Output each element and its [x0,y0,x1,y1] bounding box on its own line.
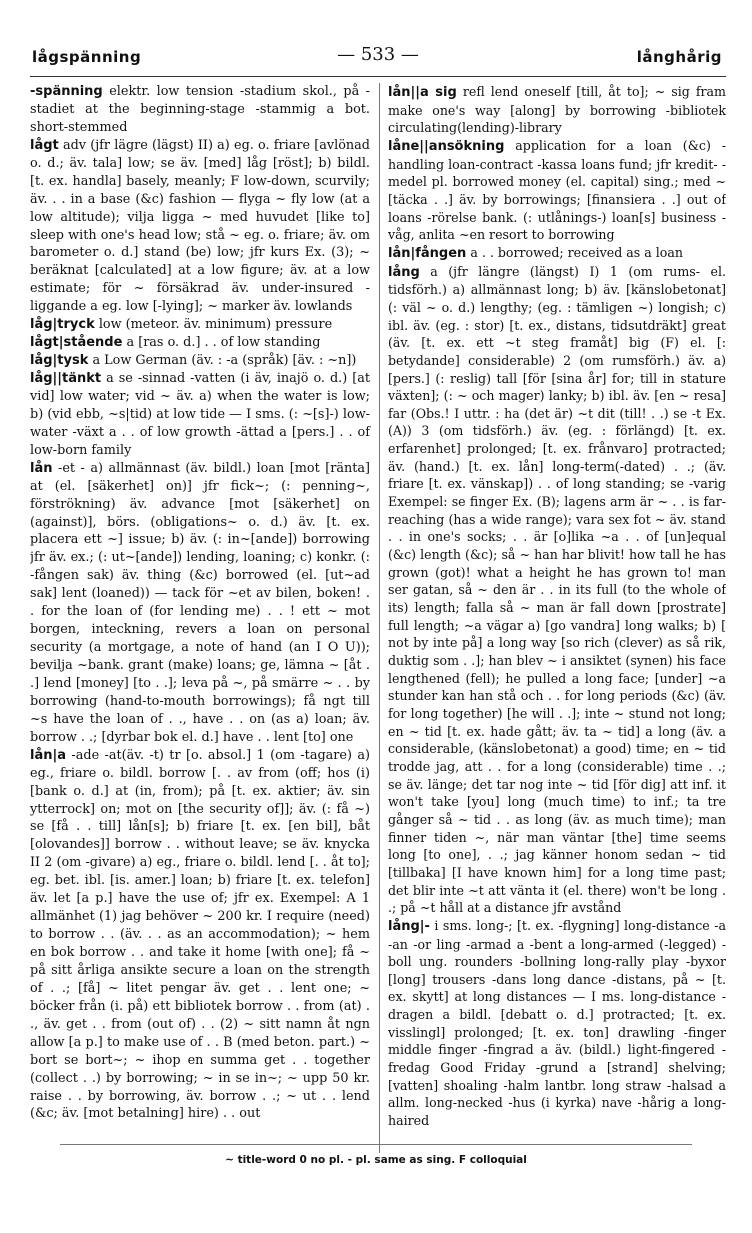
entry-headword: lågt [30,137,59,153]
entry-definition: i sms. long-; [t. ex. -flygning] long-distance -a -an -or ling -armad a -bent a long-armed (-legged) -boll ung. rounders -bollning long-rally play -byxor [long] trousers -dans long dance -distans, på ~ [t. ex. skytt] at long distances — I ms. long-distance -dragen a bildl. [debatt o. d.] protracted; [t. ex. visslingl] prolonged; [t. ex. ton] drawling -finger middle finger -fingrad a äv. (bildl.) light-fingered -fredag Good Friday -grund a [strand] shelving; [vatten] shoaling -halm lantbr. long straw -halsad a allm. long-necked -hus (i kyrka) nave -hårig a long-haired [388,917,726,1129]
dictionary-entry [30,334,370,352]
entry-definition: -et - a) allmännast (äv. bildl.) loan [mot [ränta] at (el. [säkerhet] on)] jfr fick~; (: penning~, förströkning) äv. advance [mot [säkerhet] on (against)], börs. (obligations~ o. d.) äv. [t. ex. placera ett ~] issue; b) äv. (: in~[ande]) borrowing jfr äv. ex.; (: ut~[ande]) lending, loaning; c) konkr. (: -fången sak) äv. thing (&c) borrowed (el. [ut~ad sak] lent (loaned)) — tack för ~et av bilen, boken! . . for the loan of (for lending me) . . ! ett ~ mot borgen, inteckning, revers a loan on personal security (a mortgage, a note of hand (an I O U)); bevilja ~bank. grant (make) loans; ge, lämna ~ [åt . .] lend [money] [to . .]; leva på ~, på smärre ~ . . by borrowing (hand-to-mouth borrowings); få ngt till ~s have the loan of . ., have . . on (as a) loan; äv. borrow . .; [dyrbar bok el. d.] have . . lent [to] one [30,460,370,745]
entry-definition: adv (jfr lägre (lägst) II) a) eg. o. friare [avlönad o. d.; äv. tala] low; se äv. [med] låg [röst]; b) bildl. [t. ex. handla] basely, meanly; F low-down, scurvily; äv. . . in a base (&c) fashion — flyga ~ fly low (at a low altitude); vilja ligga ~ med huvudet [like to] sleep with one's head low; stå ~ eg. o. friare; äv. om barometer o. d.] stand (be) low; jfr kurs Ex. (3); ~ beräknat [calculated] at a low figure; äv. at a low estimate; för ~ försäkrad äv. under-insured -liggande a eg. low [-lying]; ~ marker äv. lowlands [30,137,370,315]
entry-definition: low (meteor. äv. minimum) pressure [98,317,333,333]
page-header [30,42,726,76]
entry-headword: lån|fången [388,245,467,261]
text-columns [30,83,726,1153]
dictionary-entry [388,263,726,917]
left-running-headword: lågspänning [32,48,142,66]
left-column [30,83,370,1153]
entry-headword: låg|tysk [30,353,89,369]
entry-headword: -spänning [30,84,103,99]
entry-definition: application for a loan (&c) -handling loan-contract -kassa loans fund; jfr kredit- -medel pl. borrowed money (el. capital) sing.; med ~ [täcka . .] äv. by borrowings; [finansiera . .] out of loans -rörelse bank. (: utlånings-) loan[s] business -våg, anlita ~en resort to borrowing [388,137,726,243]
entry-headword: lån [30,460,53,476]
entry-headword: låne||ansökning [388,138,505,154]
entry-headword: lågt|stående [30,335,123,351]
right-column [379,83,726,1153]
entry-headword: låg||tänkt [30,371,102,386]
entry-headword: lång [388,264,420,280]
footer-divider [60,1144,692,1145]
dictionary-entry [30,747,370,1124]
entry-headword: låg|tryck [30,317,95,333]
entry-definition: a se -sinnad -vatten (i äv, inajö o. d.) [at vid] low water; vid ~ äv. a) when the water is low; b) (vid ebb, ~s|tid) at low tide — I sms. (: ~[s]-) low-water -växt a . . of low growth -ättad a [pers.] . . of low-born family [30,371,370,458]
entry-definition: a [ras o. d.] . . of low standing [126,335,321,351]
entry-headword: lång|- [388,918,430,934]
dictionary-entry [30,316,370,334]
dictionary-entry [388,83,726,137]
dictionary-entry [388,137,726,244]
entry-definition: -ade -at(äv. -t) tr [o. absol.] 1 (om -tagare) a) eg., friare o. bildl. borrow [. . av from (off; hos (i) [bank o. d.] at (in, from); på [t. ex. aktier; äv. sin ytterrock] on; mot on [the security of]]; äv. (: få ~) se [få . . till] lån[s]; b) friare [t. ex. [en bil], båt [olovandes]] borrow . . without leave; se äv. knycka II 2 (om -givare) a) eg., friare o. bildl. lend [. . åt to]; eg. bet. ibl. [is. amer.] loan; b) friare [t. ex. telefon] äv. let [a p.] have the use of; jfr ex. Exempel: A 1 allmänhet (1) jag behöver ~ 200 kr. I require (need) to borrow . . (äv. . . as an accommodation); ~ hem en bok borrow . . and take it home [with one]; få ~ på sitt årliga ansikte secure a loan on the strength of . .; [få] ~ litet pengar äv. get . . lent one; ~ böcker från (i. på) ett bibliotek borrow . . from (at) . ., äv. get . . from (out of) . . (2) ~ sitt namn åt ngn allow [a p.] to make use of . . B (med beton. part.) ~ bort se bort~; ~ ihop en summa get . . together (collect . .) by borrowing; ~ in se in~; ~ upp 50 kr. raise . . by borrowing, äv. borrow . .; ~ ut . . lend (&c; äv. [mot betalning] hire) . . out [30,747,370,1122]
page-footer-legend: ~ title-word 0 no pl. - pl. same as sing. F colloquial [225,1154,527,1166]
entry-definition: a . . borrowed; received as a loan [470,244,683,260]
entry-definition: elektr. low tension -stadium skol., på -stadiet at the beginning-stage -stammig a bot. short-stemmed [30,84,371,135]
entry-definition: a Low German (äv. : -a (språk) [äv. : ~n]) [92,353,357,369]
dictionary-entry [30,83,370,137]
dictionary-entry [30,460,370,747]
dictionary-entry [388,244,726,263]
dictionary-entry [388,917,726,1130]
dictionary-entry [30,352,370,370]
header-divider [30,76,726,77]
entry-headword: lån|a [30,747,67,763]
entry-headword: lån||a sig [388,85,457,100]
dictionary-entry [30,370,370,460]
entry-definition: a (jfr längre (längst) I) 1 (om rums- el. tidsförh.) a) allmännast long; b) äv. [känslobetonat] (: väl ~ o. d.) lengthy; (eg. : tämligen ~) longish; c) ibl. äv. (eg. : stor) [t. ex., distans, tidsutdräkt] great (äv. [t. ex. ett ~t steg framåt] big (F) el. [: betydande] considerable) 2 (om rumsförh.) äv. a) [pers.] (: reslig) tall [för [sina år] for; till in stature växten]; (: ~ och mager) lanky; b) ibl. äv. [en ~ resa] far (Obs.! I uttr. : ha (det är) ~t dit (till! . .) se -t Ex. (A)) 3 (om tidsförh.) äv. (eg. : förlängd) [t. ex. erfarenhet] prolonged; [t. ex. frånvaro] protracted; äv. (hand.) [t. ex. lån] long-term(-dated) . .; (äv. friare [t. ex. vänskap]) . . of long standing; se -varig Exempel: se finger Ex. (B); lagens arm är ~ . . is far-reaching (has a wide range); vara sex fot ~ äv. stand . . in one's socks; . . är [o]lika ~a . . of [un]equal (&c) length (&c); så ~ han har blivit! how tall he has grown (got)! what a height he has grown to! man ser gatan, så ~ den är . . in its full (to the whole of its) length; falla så ~ man är fall down [prostrate] full length; ~a vägar a) [go vandra] long walks; b) [ not by inte på] a long way [so rich (clever) as så rik, duktig som . .]; han blev ~ i ansiktet (synen) his face lengthened (fell); he pulled a long face; [under] ~a stunder kan han stå och . . for long periods (&c) (äv. for long together) [he will . .]; inte ~ stund not long; en ~ tid [t. ex. hade gått; äv. ta ~ tid] a long (äv. a considerable, (känslobetonat) a good) time; en ~ tid trodde jag, att . . for a long (considerable) time . .; se äv. länge; det tar nog inte ~ tid [för dig] att inf. it won't take [you] long (much time) to inf.; ta tre gånger så ~ tid . . as long (äv. as much time); man finner tiden ~, när man väntar [the] time seems long [to one], . .; jag känner honom sedan ~ tid [tillbaka] [I have known him] for a long time past; det blir inte ~t att vänta it (el. there) won't be long . .; på ~t håll at a distance jfr avstånd [388,263,726,916]
right-running-headword: långhårig [636,48,722,66]
page-number: — 533 — [337,44,419,65]
dictionary-entry [30,137,370,316]
entry-definition: refl lend oneself [till, åt to]; ~ sig fram make one's way [along] by borrowing -bibliotek circulating(lending)-library [388,84,726,136]
